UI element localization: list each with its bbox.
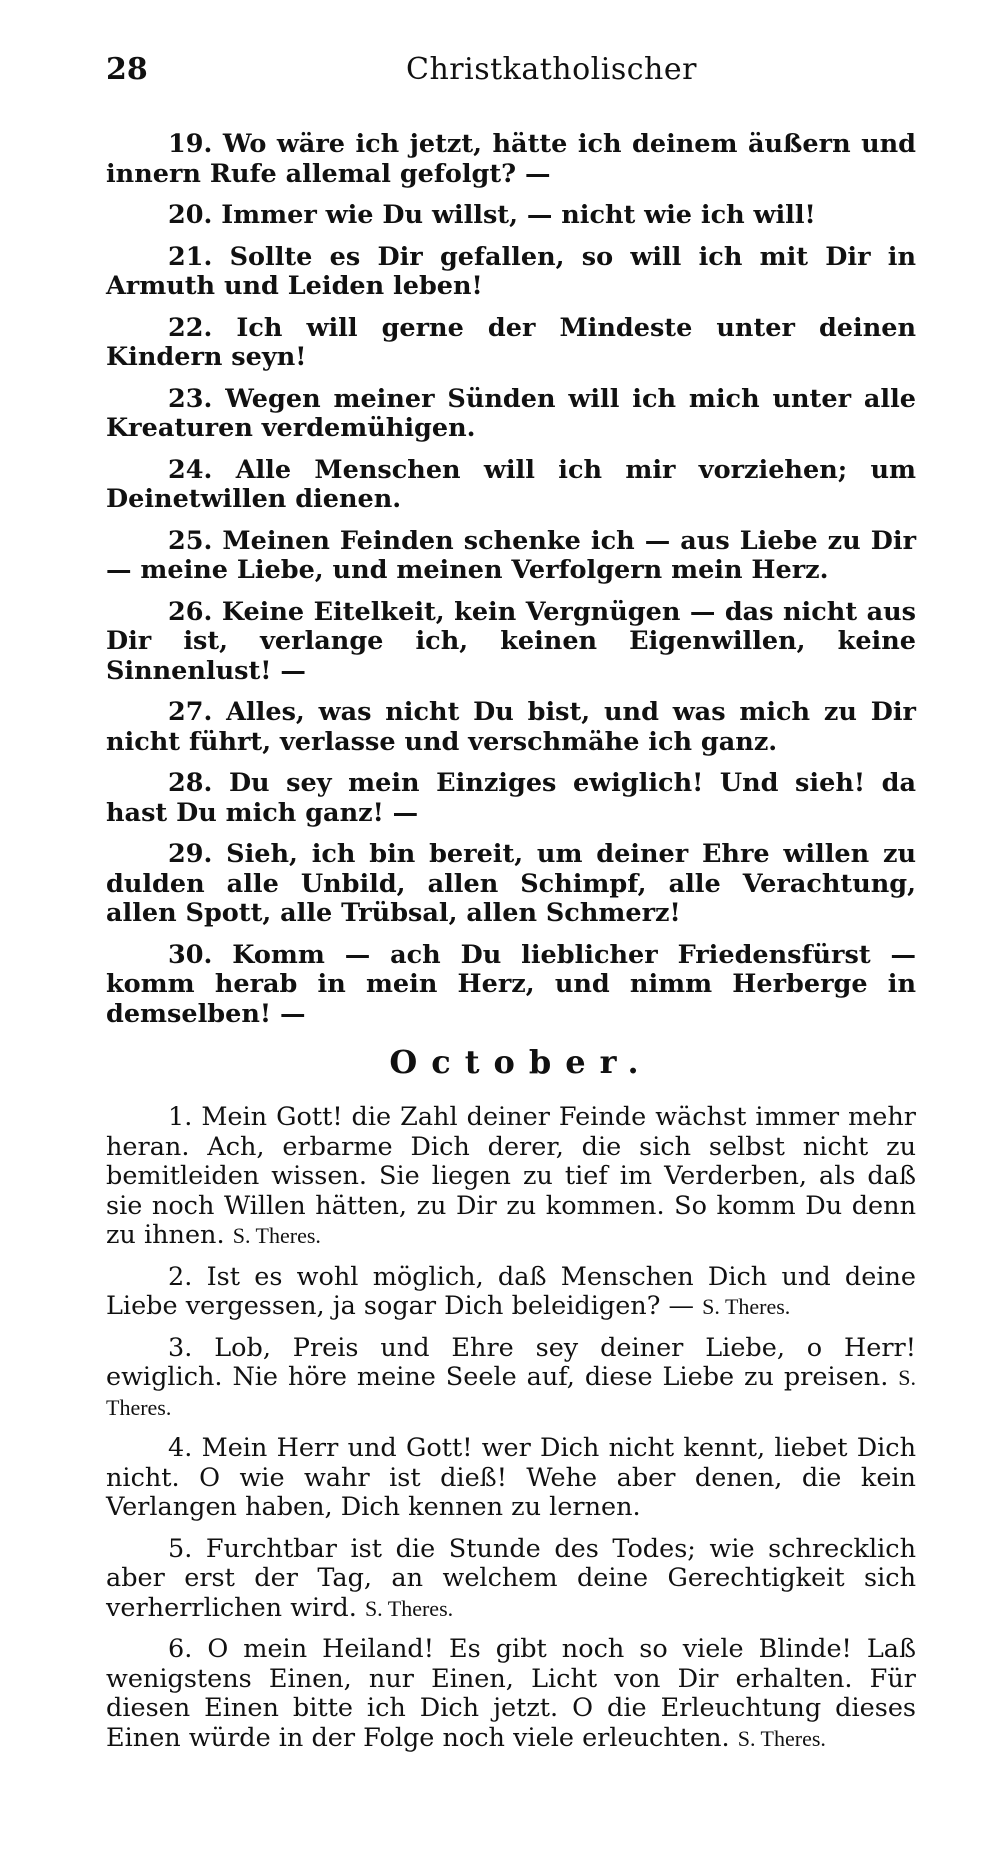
october-entry-2 bbox=[106, 1263, 916, 1322]
entry-22: 22. Ich will gerne der Mindeste unter deinen Kindern seyn! bbox=[106, 312, 916, 372]
section-title-october: October. bbox=[389, 1043, 653, 1081]
october-entry-text: 4. Mein Herr und Gott! wer Dich nicht kennt, liebet Dich nicht. O wie wahr ist dieß! Wehe aber denen, die kein Verlangen haben, Dich kennen zu lernen. bbox=[106, 1433, 916, 1522]
page-header bbox=[106, 52, 920, 96]
entry-26: 26. Keine Eitelkeit, kein Vergnügen — das nicht aus Dir ist, verlange ich, keinen Eigenwillen, keine Sinnenlust! — bbox=[106, 596, 916, 686]
october-entry-1 bbox=[106, 1103, 916, 1251]
page-body bbox=[106, 130, 916, 1765]
october-entry-5 bbox=[106, 1535, 916, 1624]
entry-19: 19. Wo wäre ich jetzt, hätte ich deinem äußern und innern Rufe allemal gefolgt? — bbox=[106, 129, 916, 189]
entry-28: 28. Du sey mein Einziges ewiglich! Und sieh! da hast Du mich ganz! — bbox=[106, 768, 916, 828]
october-entry-text: 6. O mein Heiland! Es gibt noch so viele Blinde! Laß wenigstens Einen, nur Einen, Licht von Dir erhalten. Für diesen Einen bitte ich Dich jetzt. O die Erleuchtung dieses Einen würde in der Folge noch viele erleuchten. bbox=[106, 1634, 916, 1753]
entry-29: 29. Sieh, ich bin bereit, um deiner Ehre willen zu dulden alle Unbild, allen Schimpf, alle Verachtung, allen Spott, alle Trübsal, allen Schmerz! bbox=[106, 839, 916, 928]
october-entry-6 bbox=[106, 1635, 916, 1753]
signature: S. Theres. bbox=[106, 1365, 916, 1420]
entry-30: 30. Komm — ach Du lieblicher Friedensfürst — komm herab in mein Herz, und nimm Herberge in demselben! — bbox=[106, 939, 916, 1029]
entry-23: 23. Wegen meiner Sünden will ich mich unter alle Kreaturen verdemühigen. bbox=[106, 383, 916, 443]
october-entry-text: 3. Lob, Preis und Ehre sey deiner Liebe, o Herr! ewiglich. Nie höre meine Seele auf, diese Liebe zu preisen. bbox=[106, 1332, 916, 1392]
signature: S. Theres. bbox=[737, 1725, 826, 1751]
october-entry-text: 5. Furchtbar ist die Stunde des Todes; wie schrecklich aber erst der Tag, an welchem deine Gerechtigkeit sich verherrlichen wird. bbox=[106, 1533, 916, 1623]
signature: S. Theres. bbox=[364, 1595, 454, 1621]
entry-21: 21. Sollte es Dir gefallen, so will ich mit Dir in Armuth und Leiden leben! bbox=[106, 241, 916, 301]
entry-24: 24. Alle Menschen will ich mir vorziehen; um Deinetwillen dienen. bbox=[106, 454, 916, 514]
october-entry-text: 1. Mein Gott! die Zahl deiner Feinde wächst immer mehr heran. Ach, erbarme Dich derer, die sich selbst nicht zu bemitleiden wissen. Sie liegen zu tief im Verderben, als daß sie noch Willen hätten, zu Dir zu kommen. So komm Du denn zu ihnen. bbox=[106, 1102, 916, 1250]
running-head: Christkatholischer bbox=[406, 52, 697, 87]
signature: S. Theres. bbox=[232, 1223, 321, 1248]
entry-25: 25. Meinen Feinden schenke ich — aus Liebe zu Dir — meine Liebe, und meinen Verfolgern mein Herz. bbox=[106, 525, 916, 585]
entry-20: 20. Immer wie Du willst, — nicht wie ich will! bbox=[168, 200, 816, 230]
page-number: 28 bbox=[106, 52, 148, 87]
october-entry-text: 2. Ist es wohl möglich, daß Menschen Dich und deine Liebe vergessen, ja sogar Dich beleidigen? — bbox=[106, 1261, 916, 1321]
signature: S. Theres. bbox=[702, 1294, 791, 1319]
entry-27: 27. Alles, was nicht Du bist, und was mich zu Dir nicht führt, verlasse und verschmähe ich ganz. bbox=[106, 697, 916, 757]
october-entry-4 bbox=[106, 1434, 916, 1523]
october-entry-3 bbox=[106, 1334, 916, 1423]
